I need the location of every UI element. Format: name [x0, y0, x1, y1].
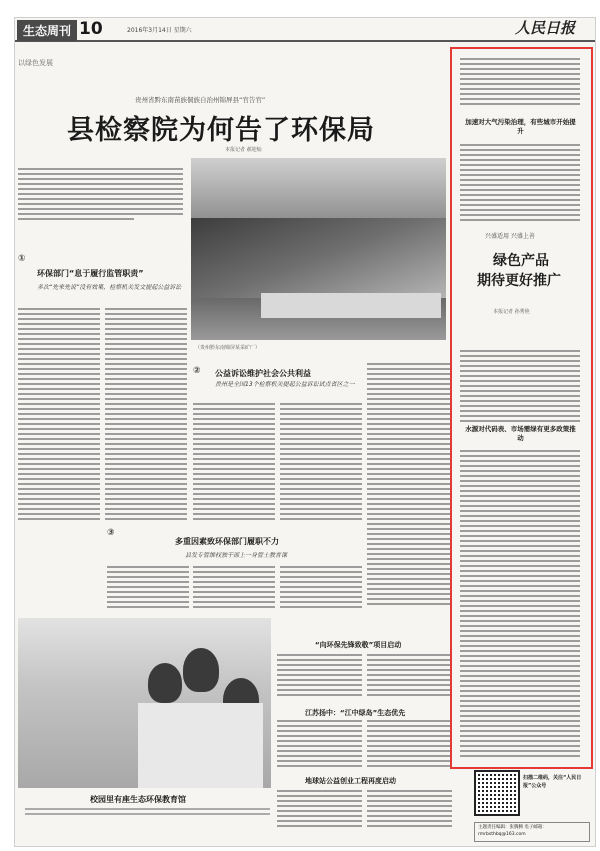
sidebar-blurb-head: 加速对大气污染治理，有些城市开始提升 [465, 118, 576, 135]
sidebar-text [460, 58, 580, 108]
section-deck: 县发专管维权独干部上一身管士教育课 [185, 552, 288, 559]
newspaper-logo: 人民日报 [514, 19, 575, 37]
photo-caption-text [25, 808, 270, 815]
editor-footer: 主题责任编辑：张腾腾 电子邮箱：rmrbsthbq@163.com [474, 822, 590, 842]
sidebar-kicker: 兴盛适用 兴盛上善 [485, 233, 535, 240]
headline-deck: 贵州省黔东南苗族侗族自治州锦屏县“官告官” [135, 96, 266, 104]
photo-caption: （贵州黔东南锦屏某采矿厂） [195, 345, 261, 351]
text-column [367, 790, 452, 830]
sidebar-text [460, 144, 580, 224]
photo-caption: 校园里有座生态环保教育馆 [90, 795, 186, 804]
section-head: 公益诉讼维护社会公共利益 [215, 369, 311, 378]
sidebar-text [460, 350, 580, 425]
section-head: 环保部门“息于履行监管职责” [37, 269, 144, 278]
text-column [367, 720, 452, 770]
text-column [277, 720, 362, 770]
section-deck: 贵州是全国13个检察机关提起公益诉讼试点省区之一 [215, 381, 355, 388]
newspaper-page [15, 18, 595, 846]
text-column [277, 790, 362, 830]
section-number: ③ [107, 528, 115, 538]
column-kicker: 以绿色发展 [18, 59, 53, 67]
text-column [193, 403, 275, 523]
text-column [107, 566, 189, 611]
qr-code-icon [474, 770, 520, 816]
dam-photo [191, 158, 446, 340]
sidebar-byline: 本报记者 孙秀艳 [493, 309, 530, 315]
text-column [193, 566, 275, 611]
text-column [367, 363, 452, 523]
text-column [280, 403, 362, 523]
qr-caption: 扫描二维码，关注“人民日报”公众号 [523, 775, 582, 789]
main-byline: 本报记者 郝迎灿 [225, 147, 262, 153]
issue-date: 2016年3月14日 星期六 [127, 27, 192, 34]
classroom-photo [18, 618, 271, 788]
sidebar-mid-head: 水源对代码表、市场需绿有更多政策推动 [465, 425, 576, 442]
article-head: 地球站公益创业工程再度启动 [305, 777, 396, 785]
article-head: “向环保先锋致敬”项目启动 [315, 641, 402, 649]
page-number: 10 [79, 19, 103, 39]
section-number: ① [18, 254, 26, 264]
main-headline: 县检察院为何告了环保局 [67, 115, 375, 146]
intro-text [18, 168, 183, 223]
masthead [15, 18, 595, 42]
article-head: 江苏扬中：“江中绿岛”生态优先 [305, 709, 406, 717]
sidebar-title: 绿色产品 [493, 253, 549, 269]
text-column [277, 654, 362, 699]
sidebar-title: 期待更好推广 [477, 273, 561, 289]
section-number: ② [193, 366, 201, 376]
text-column [18, 308, 100, 523]
text-column [280, 566, 362, 611]
section-head: 多重因素致环保部门履职不力 [175, 537, 279, 546]
text-column [367, 518, 452, 608]
text-column [105, 308, 187, 523]
text-column [367, 654, 452, 699]
sidebar-text [460, 450, 580, 760]
section-tab: 生态周刊 [17, 20, 77, 41]
section-deck: 多次“先来先说”没有效果，检察机关发文提起公益诉讼 [37, 284, 182, 291]
